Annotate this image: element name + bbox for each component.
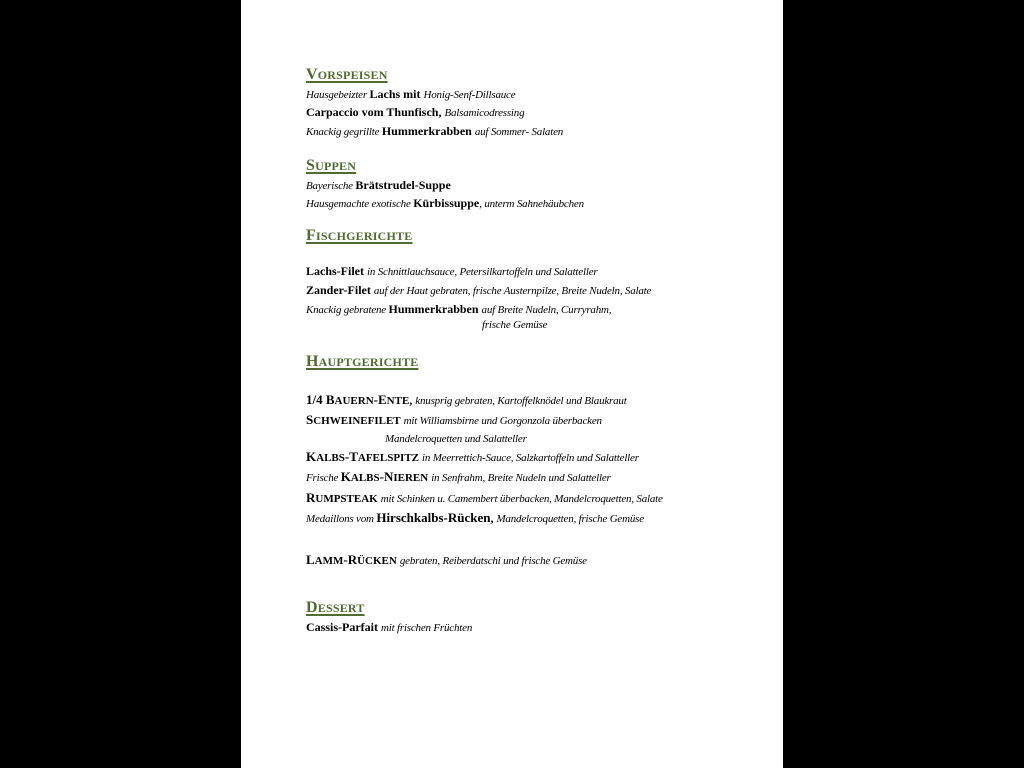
item-prefix: Hausgebeizter bbox=[306, 89, 370, 101]
item-name-cap: 1/4 B bbox=[306, 392, 335, 407]
item-description: Mandelcroquetten, frische Gemüse bbox=[496, 513, 644, 525]
item-name: Cassis-Parfait bbox=[306, 620, 381, 634]
menu-item bbox=[306, 283, 651, 298]
item-description: mit Williamsbirne und Gorgonzola überbacken bbox=[403, 415, 602, 427]
item-name-cap: -E bbox=[373, 392, 387, 407]
title-initial: V bbox=[306, 66, 318, 83]
item-name-cap: L bbox=[306, 552, 315, 567]
item-description: Balsamicodressing bbox=[444, 107, 525, 119]
menu-item bbox=[306, 413, 602, 428]
menu-item bbox=[306, 511, 644, 526]
item-prefix: Knackig gebratene bbox=[306, 304, 389, 316]
item-name-rest: NTE bbox=[386, 395, 410, 407]
item-name-cap: R bbox=[306, 490, 316, 505]
menu-item bbox=[306, 302, 611, 317]
item-name: Lachs-Filet bbox=[306, 264, 367, 278]
item-prefix: Medaillons vom bbox=[306, 513, 377, 525]
item-name-rest: AUERN bbox=[334, 395, 374, 407]
section-title-fischgerichte bbox=[306, 228, 412, 244]
item-description: auf der Haut gebraten, frische Austernpilze, Breite Nudeln, Salate bbox=[373, 285, 652, 297]
item-description: mit Schinken u. Camembert überbacken, Mandelcroquetten, Salate bbox=[380, 493, 663, 505]
item-name: Hummerkrabben bbox=[388, 302, 482, 316]
item-name-sep: , bbox=[409, 393, 416, 407]
title-rest: ORSPEISEN bbox=[317, 68, 388, 82]
section-title-dessert bbox=[306, 600, 365, 616]
item-description: Mandelcroquetten und Salatteller bbox=[385, 433, 527, 445]
item-description: knusprig gebraten, Kartoffelknödel und Blaukraut bbox=[415, 395, 627, 407]
item-name-cap: -N bbox=[379, 469, 394, 484]
item-name-cap: S bbox=[306, 412, 314, 427]
item-description: , unterm Sahnehäubchen bbox=[479, 198, 584, 210]
item-name-rest: IEREN bbox=[393, 472, 429, 484]
item-description: mit frischen Früchten bbox=[381, 622, 473, 634]
item-name: Zander-Filet bbox=[306, 283, 374, 297]
item-name-rest: ALBS bbox=[316, 452, 345, 464]
menu-item bbox=[306, 178, 451, 193]
item-name: Lachs mit bbox=[369, 87, 424, 101]
section-title-vorspeisen bbox=[306, 67, 388, 83]
title-initial: D bbox=[306, 599, 318, 616]
title-initial: S bbox=[306, 157, 316, 174]
item-description: in Meerrettich-Sauce, Salzkartoffeln und Salatteller bbox=[422, 452, 639, 464]
title-rest: AUPTGERICHTE bbox=[318, 355, 419, 369]
menu-item bbox=[306, 450, 639, 465]
menu-page bbox=[241, 0, 783, 768]
menu-item bbox=[306, 196, 584, 211]
menu-item bbox=[306, 491, 663, 506]
menu-item bbox=[306, 620, 472, 635]
item-name-cap: -T bbox=[344, 449, 358, 464]
item-name-cap: -R bbox=[343, 552, 358, 567]
item-name-rest: ALBS bbox=[350, 472, 380, 484]
item-prefix: Knackig gegrillte bbox=[306, 126, 382, 138]
item-description: auf Breite Nudeln, Curryrahm, bbox=[481, 304, 612, 316]
item-name-cap: K bbox=[340, 469, 351, 484]
item-description: in Senfrahm, Breite Nudeln und Salatteller bbox=[431, 472, 611, 484]
item-name-rest: AMM bbox=[314, 555, 344, 567]
item-continuation bbox=[385, 431, 527, 446]
item-description: in Schnittlauchsauce, Petersilkartoffeln und Salatteller bbox=[367, 266, 598, 278]
item-prefix: Frische bbox=[306, 472, 341, 484]
item-prefix: Bayerische bbox=[306, 180, 356, 192]
title-initial: H bbox=[306, 353, 319, 370]
item-description: auf Sommer- Salaten bbox=[474, 126, 564, 138]
item-description: frische Gemüse bbox=[482, 319, 548, 331]
item-name-rest: UMPSTEAK bbox=[315, 493, 378, 505]
title-rest: ESSERT bbox=[317, 601, 365, 615]
title-rest: ISCHGERICHTE bbox=[315, 229, 413, 243]
menu-item bbox=[306, 264, 597, 279]
item-name-sep: , bbox=[490, 511, 497, 525]
item-name: Brätstrudel-Suppe bbox=[355, 178, 451, 192]
item-name-rest: ÜCKEN bbox=[357, 555, 397, 567]
item-name: Kürbissuppe bbox=[413, 196, 480, 210]
section-title-hauptgerichte bbox=[306, 354, 418, 370]
item-description: gebraten, Reiberdatschi und frische Gemüse bbox=[399, 555, 587, 567]
menu-item bbox=[306, 553, 587, 568]
item-name-cap: K bbox=[306, 449, 317, 464]
section-title-suppen bbox=[306, 158, 356, 174]
menu-item bbox=[306, 87, 515, 102]
item-name-rest: AFELSPITZ bbox=[357, 452, 420, 464]
item-prefix: Hausgemachte exotische bbox=[306, 198, 414, 210]
menu-item bbox=[306, 470, 611, 485]
item-name: Carpaccio vom Thunfisch, bbox=[306, 105, 445, 119]
title-initial: F bbox=[306, 227, 316, 244]
title-rest: UPPEN bbox=[315, 159, 357, 173]
menu-item bbox=[306, 124, 563, 139]
item-continuation bbox=[482, 317, 547, 332]
menu-item bbox=[306, 105, 524, 120]
menu-item bbox=[306, 393, 627, 408]
item-name: Hummerkrabben bbox=[381, 124, 475, 138]
item-description: Honig-Senf-Dillsauce bbox=[423, 89, 516, 101]
item-name: Hirschkalbs-Rücken bbox=[376, 510, 491, 525]
item-name-rest: CHWEINEFILET bbox=[313, 415, 401, 427]
